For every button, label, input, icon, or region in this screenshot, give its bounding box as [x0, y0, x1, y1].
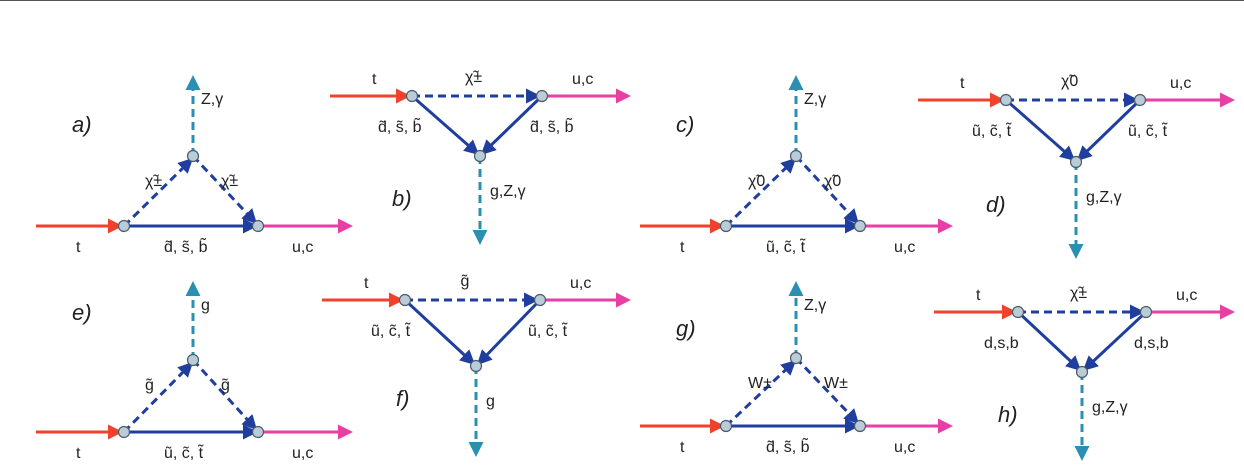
out-label: u,c: [894, 439, 916, 456]
boson-label: Z,γ: [804, 91, 827, 108]
top-label: t: [680, 439, 685, 456]
right-scalar-label: W±: [824, 375, 848, 392]
scalar-label: g̃: [460, 273, 470, 290]
top-label: t: [76, 239, 81, 256]
left-scalar-label: W±: [748, 375, 772, 392]
fermion-label: ũ, c̃, t̃: [766, 239, 806, 256]
left-scalar-line: [124, 364, 191, 432]
left-scalar-label: g̃: [145, 377, 154, 394]
out-label: u,c: [570, 275, 592, 292]
vertex: [253, 221, 264, 232]
vertex: [188, 151, 199, 162]
left-fermion-line: [405, 300, 473, 363]
top-label: t: [372, 71, 377, 88]
right-fermion-label: d̃, s̃, b̃: [530, 119, 574, 136]
boson-label: g,Z,γ: [1092, 399, 1128, 416]
boson-label: Z,γ: [804, 297, 827, 314]
right-scalar-label: g̃: [221, 377, 230, 394]
vertex: [855, 221, 866, 232]
out-label: u,c: [572, 71, 594, 88]
vertex: [1135, 95, 1146, 106]
vertex: [407, 91, 418, 102]
panel-label: g): [676, 316, 696, 341]
boson-label: g,Z,γ: [1086, 189, 1122, 206]
vertex: [400, 295, 411, 306]
vertex: [721, 221, 732, 232]
left-scalar-line: [726, 362, 794, 426]
left-scalar-label: χ̃0: [748, 173, 766, 190]
boson-label: Z,γ: [201, 91, 224, 108]
right-fermion-label: ũ, c̃, t̃: [1128, 123, 1168, 140]
top-label: t: [364, 275, 369, 292]
fermion-label: ũ, c̃, t̃: [164, 445, 204, 462]
left-fermion-label: d,s,b: [984, 335, 1019, 352]
top-label: t: [680, 239, 685, 256]
out-label: u,c: [292, 445, 314, 462]
out-label: u,c: [1170, 75, 1192, 92]
vertex: [1077, 367, 1088, 378]
left-scalar-label: χ̃±: [145, 173, 163, 190]
right-scalar-line: [193, 360, 255, 428]
left-scalar-line: [124, 160, 191, 226]
panel-label: b): [392, 186, 412, 211]
vertex: [791, 151, 802, 162]
vertex: [1001, 95, 1012, 106]
top-label: t: [960, 75, 965, 92]
boson-label: g: [486, 393, 495, 410]
vertex: [119, 427, 130, 438]
left-scalar-line: [726, 160, 794, 226]
vertex: [475, 151, 486, 162]
top-label: t: [976, 287, 981, 304]
out-label: u,c: [292, 239, 314, 256]
left-fermion-label: d̃, s̃, b̃: [378, 119, 422, 136]
scalar-label: χ̃±: [465, 69, 483, 86]
panel-label: d): [986, 192, 1006, 217]
left-fermion-line: [1006, 100, 1073, 159]
out-label: u,c: [1176, 287, 1198, 304]
panel-label: a): [72, 112, 92, 137]
boson-label: g: [201, 297, 210, 314]
fermion-label: d̃, s̃, b̃: [766, 439, 810, 456]
panel-label: f): [396, 386, 410, 411]
vertex: [1071, 157, 1082, 168]
vertex: [471, 361, 482, 372]
vertex: [119, 221, 130, 232]
left-fermion-label: ũ, c̃, t̃: [972, 123, 1012, 140]
scalar-label: χ̃±: [1070, 285, 1088, 302]
boson-label: g,Z,γ: [490, 183, 526, 200]
left-fermion-line: [412, 96, 477, 153]
vertex: [535, 295, 546, 306]
panel-label: c): [676, 112, 695, 137]
left-fermion-line: [1018, 312, 1079, 369]
panel-label: e): [72, 300, 92, 325]
panel-label: h): [998, 402, 1018, 427]
scalar-label: χ̃0: [1061, 73, 1079, 90]
right-fermion-label: d,s,b: [1134, 335, 1169, 352]
right-scalar-label: χ̃0: [824, 173, 842, 190]
left-fermion-label: ũ, c̃, t̃: [371, 323, 411, 340]
vertex: [188, 355, 199, 366]
fermion-label: d̃, s̃, b̃: [164, 239, 208, 256]
out-label: u,c: [894, 239, 916, 256]
right-fermion-label: ũ, c̃, t̃: [528, 323, 568, 340]
top-label: t: [76, 445, 81, 462]
vertex: [855, 421, 866, 432]
right-scalar-label: χ̃±: [221, 173, 239, 190]
vertex: [1013, 307, 1024, 318]
vertex: [253, 427, 264, 438]
vertex: [537, 91, 548, 102]
vertex: [791, 353, 802, 364]
vertex: [721, 421, 732, 432]
vertex: [1141, 307, 1152, 318]
